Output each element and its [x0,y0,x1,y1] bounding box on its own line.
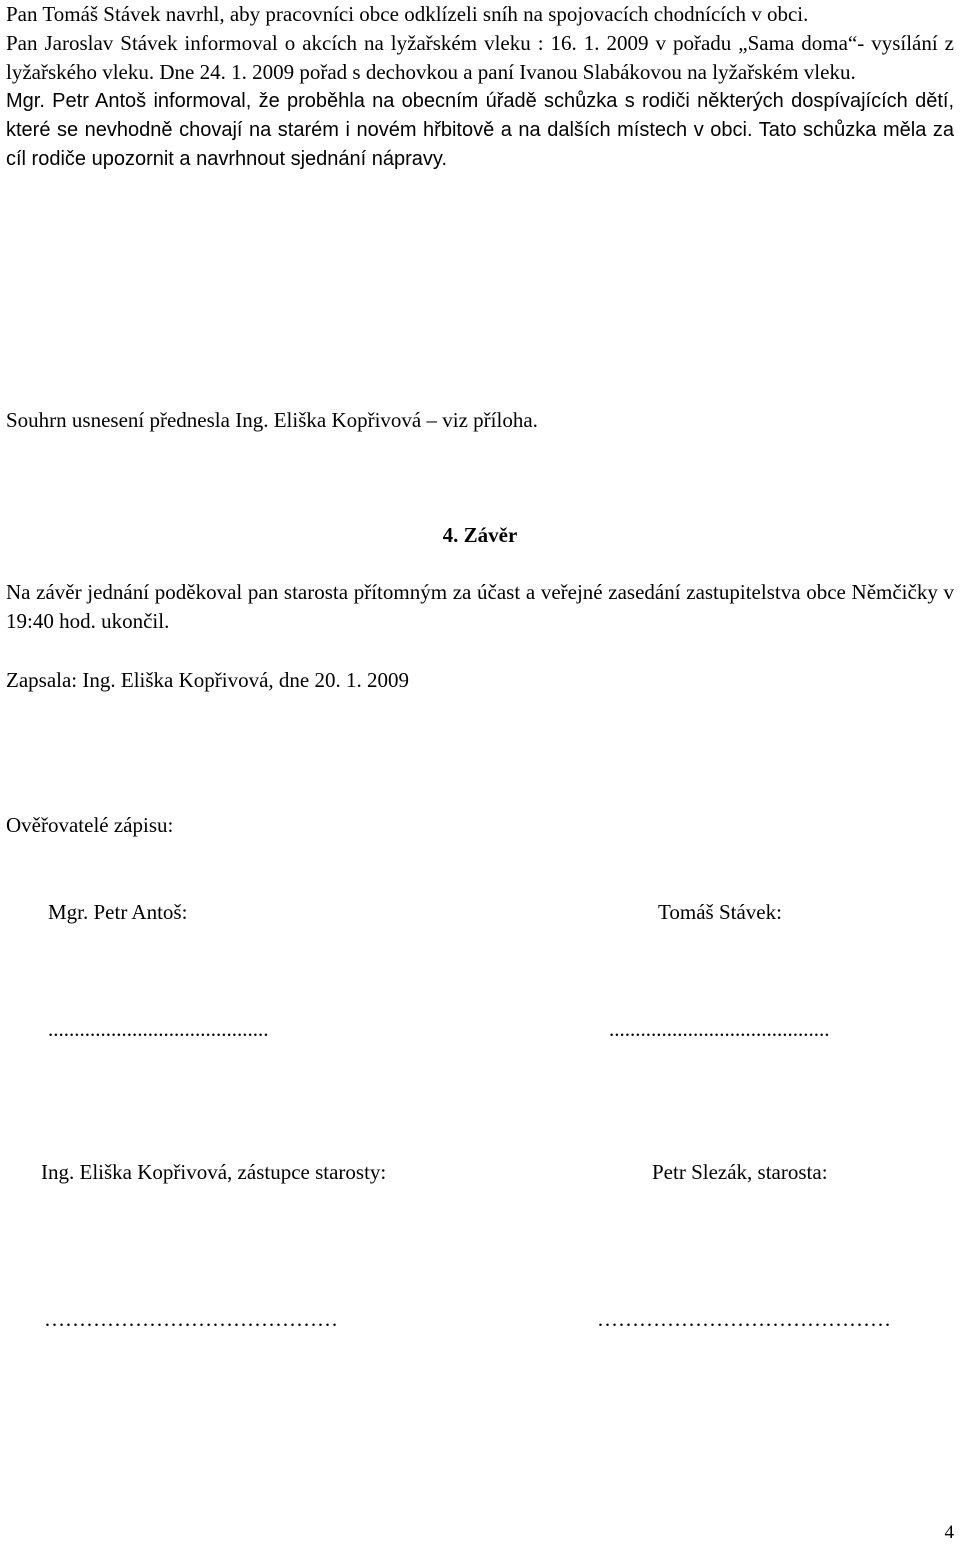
verifier-2-signature-line: .......................................... [609,1017,830,1041]
deputy-mayor-name: Ing. Eliška Kopřivová, zástupce starosty: [41,1160,387,1184]
paragraph-ski-lift-events: Pan Jaroslav Stávek informoval o akcích na lyžařském vleku : 16. 1. 2009 v pořadu „Sama doma“- vysílání z lyžařského vleku. Dne 24. 1. 2009 pořad s dechovkou a paní Ivanou Slabákovou na lyžařském vleku. [6,31,954,84]
mayor-name: Petr Slezák, starosta: [652,1160,828,1184]
verifier-2-name: Tomáš Stávek: [658,900,782,924]
paragraph-parents-meeting: Mgr. Petr Antoš informoval, že proběhla na obecním úřadě schůzka s rodiči některých dospívajících dětí, které se nevhodně chovají na starém i novém hřbitově a na dalších místech v obci. Tato schůzka měla za cíl rodiče upozornit a navrhnout sjednání nápravy. [6,90,954,170]
summary-block [6,406,954,435]
mayor-signature-line: …………………………………… [597,1307,891,1331]
page-number: 4 [944,1522,954,1543]
section-heading: 4. Závěr [442,523,518,547]
paragraph-snow-clearing: Pan Tomáš Stávek navrhl, aby pracovníci obce odklízeli sníh na spojovacích chodnících v obci. [6,2,809,26]
closing-text: Na závěr jednání poděkoval pan starosta přítomným za účast a veřejné zasedání zastupitelstva obce Němčičky v 19:40 hod. ukončil. [6,580,954,633]
body-text-top [6,0,954,174]
closing-block [6,578,954,636]
verifiers-label: Ověřovatelé zápisu: [6,813,174,837]
deputy-mayor-signature-line: …………………………………… [44,1307,338,1331]
verifier-1-name: Mgr. Petr Antoš: [48,900,188,924]
recorded-by: Zapsala: Ing. Eliška Kopřivová, dne 20. 1. 2009 [6,668,409,692]
summary-text: Souhrn usnesení přednesla Ing. Eliška Kopřivová – viz příloha. [6,408,538,432]
verifier-1-signature-line: .......................................... [48,1017,269,1041]
